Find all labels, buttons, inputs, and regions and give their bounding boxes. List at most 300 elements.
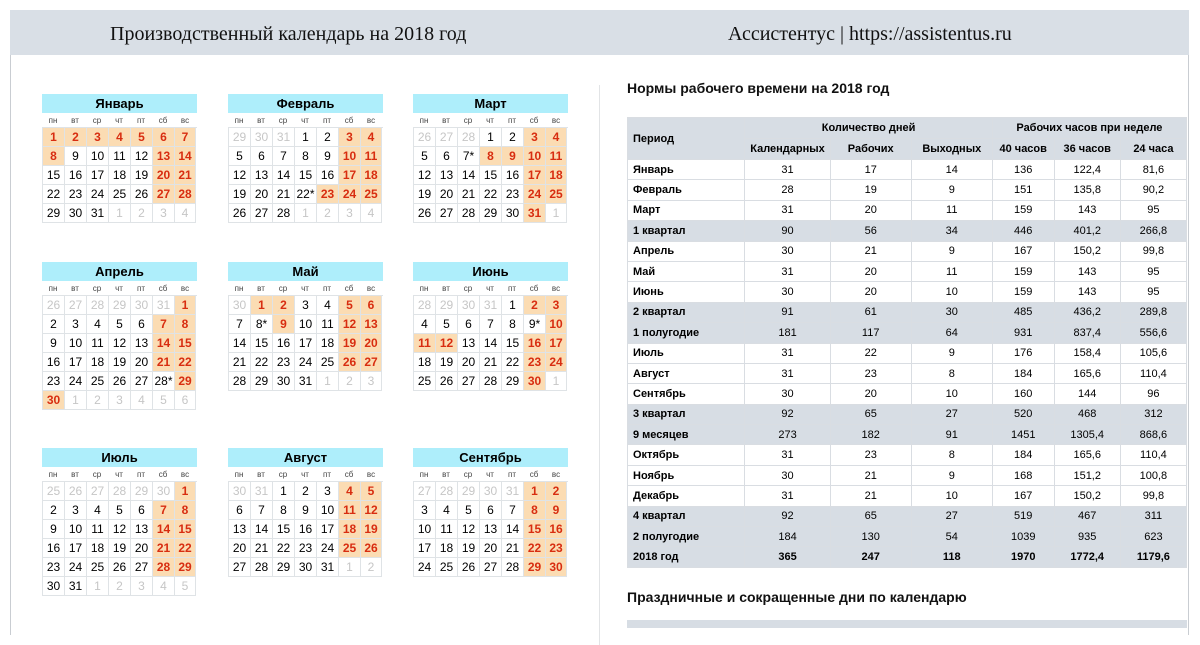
day-cell-adjacent: 30 <box>229 482 251 501</box>
day-cell: 9 <box>317 147 339 166</box>
day-cell-holiday: 11 <box>546 147 567 166</box>
weekday-label: сб <box>158 470 168 479</box>
day-cell-holiday: 28 <box>175 185 196 204</box>
day-cell: 5 <box>109 315 131 334</box>
day-cell: 18 <box>414 353 436 372</box>
value-cell: 159 <box>992 282 1054 302</box>
table-row <box>628 302 1187 322</box>
day-cell-adjacent: 1 <box>109 204 131 223</box>
day-cell-adjacent: 31 <box>251 482 273 501</box>
day-cell: 31 <box>87 204 109 223</box>
page-header <box>10 10 1189 55</box>
value-cell: 65 <box>830 404 911 424</box>
weekday-label: пн <box>48 116 58 125</box>
day-cell: 26 <box>414 204 436 223</box>
value-cell: 31 <box>745 445 830 465</box>
value-cell: 28 <box>745 180 830 200</box>
weekday-label: чт <box>301 116 309 125</box>
weekday-label: вс <box>366 116 376 125</box>
weekday-label: ср <box>92 116 102 125</box>
day-cell-adjacent: 27 <box>436 128 458 147</box>
day-cell: 23 <box>502 185 524 204</box>
value-cell: 21 <box>830 465 911 485</box>
day-cell: 15 <box>502 334 524 353</box>
day-cell: 13 <box>229 520 251 539</box>
day-cell: 27 <box>251 204 273 223</box>
table-row <box>628 506 1187 526</box>
table-row <box>628 282 1187 302</box>
day-cell: 16 <box>502 166 524 185</box>
day-cell-holiday: 10 <box>339 147 361 166</box>
weekday-row <box>42 468 197 481</box>
weekday-row <box>42 282 197 295</box>
day-cell: 8 <box>295 147 317 166</box>
day-cell-holiday: 1 <box>43 128 65 147</box>
month-name: Июль <box>42 448 197 467</box>
day-cell: 7 <box>251 501 273 520</box>
day-cell: 19 <box>458 539 480 558</box>
day-cell: 10 <box>87 147 109 166</box>
value-cell: 91 <box>911 425 992 445</box>
period-cell: 1 квартал <box>628 221 745 241</box>
value-cell: 9 <box>911 343 992 363</box>
value-cell: 20 <box>830 282 911 302</box>
value-cell: 92 <box>745 506 830 526</box>
day-cell: 20 <box>229 539 251 558</box>
day-cell-adjacent: 2 <box>317 204 339 223</box>
day-cell: 20 <box>436 185 458 204</box>
day-cell-holiday: 5 <box>339 296 361 315</box>
value-cell: 54 <box>911 527 992 547</box>
day-cell: 30 <box>43 577 65 596</box>
table-row <box>628 486 1187 506</box>
day-cell-holiday: 15 <box>524 520 546 539</box>
value-cell: 91 <box>745 302 830 322</box>
day-cell-adjacent: 5 <box>175 577 196 596</box>
value-cell: 868,6 <box>1120 425 1186 445</box>
day-cell: 4 <box>87 501 109 520</box>
value-cell: 99,8 <box>1120 486 1186 506</box>
day-cell: 18 <box>87 539 109 558</box>
day-cell-adjacent: 4 <box>361 204 382 223</box>
day-cell: 22* <box>295 185 317 204</box>
day-cell-holiday: 30 <box>43 391 65 410</box>
day-cell: 28 <box>458 204 480 223</box>
day-grid <box>228 481 383 577</box>
day-cell: 19 <box>131 166 153 185</box>
weekday-label: ср <box>278 470 288 479</box>
day-cell-holiday: 21 <box>153 539 175 558</box>
value-cell: 21 <box>830 241 911 261</box>
value-cell: 623 <box>1120 527 1186 547</box>
day-cell: 23 <box>43 558 65 577</box>
value-cell: 8 <box>911 363 992 383</box>
day-cell-adjacent: 26 <box>43 296 65 315</box>
day-cell-adjacent: 2 <box>361 558 382 577</box>
day-cell: 11 <box>436 520 458 539</box>
day-cell: 20 <box>131 539 153 558</box>
day-cell-adjacent: 5 <box>153 391 175 410</box>
day-cell: 1 <box>295 128 317 147</box>
day-cell: 24 <box>414 558 436 577</box>
value-cell: 27 <box>911 404 992 424</box>
day-cell: 5 <box>458 501 480 520</box>
norms-table <box>627 117 1187 568</box>
value-cell: 151 <box>992 180 1054 200</box>
value-cell: 168 <box>992 465 1054 485</box>
day-cell-adjacent: 30 <box>229 296 251 315</box>
value-cell: 31 <box>745 343 830 363</box>
day-cell: 18 <box>436 539 458 558</box>
month-8 <box>413 448 568 577</box>
table-row <box>628 261 1187 281</box>
day-cell-holiday: 9 <box>273 315 295 334</box>
month-name: Июнь <box>413 262 568 281</box>
month-name: Август <box>228 448 383 467</box>
day-cell: 3 <box>295 296 317 315</box>
day-cell-holiday: 30 <box>546 558 567 577</box>
period-cell: Ноябрь <box>628 465 745 485</box>
day-cell: 6 <box>436 147 458 166</box>
value-cell: 95 <box>1120 200 1186 220</box>
day-cell: 24 <box>317 539 339 558</box>
day-cell: 22 <box>251 353 273 372</box>
month-0 <box>42 94 197 223</box>
weekday-label: чт <box>486 470 494 479</box>
day-cell-adjacent: 2 <box>339 372 361 391</box>
table-row <box>628 445 1187 465</box>
value-cell: 118 <box>911 547 992 567</box>
value-cell: 11 <box>911 261 992 281</box>
weekday-label: вс <box>551 284 561 293</box>
day-cell-adjacent: 31 <box>273 128 295 147</box>
header-days: Количество дней <box>745 118 992 139</box>
value-cell: 401,2 <box>1054 221 1120 241</box>
value-cell: 31 <box>745 486 830 506</box>
day-cell: 18 <box>317 334 339 353</box>
day-cell: 12 <box>131 147 153 166</box>
value-cell: 96 <box>1120 384 1186 404</box>
period-cell: 1 полугодие <box>628 323 745 343</box>
weekday-label: пн <box>48 470 58 479</box>
weekday-label: пн <box>234 284 244 293</box>
day-cell: 2 <box>502 128 524 147</box>
day-cell-adjacent: 3 <box>131 577 153 596</box>
day-cell: 17 <box>65 353 87 372</box>
value-cell: 110,4 <box>1120 445 1186 465</box>
weekday-label: пт <box>323 284 331 293</box>
table-row <box>628 547 1187 567</box>
day-cell-adjacent: 3 <box>153 204 175 223</box>
day-cell: 29 <box>502 372 524 391</box>
day-cell: 27 <box>436 204 458 223</box>
value-cell: 90,2 <box>1120 180 1186 200</box>
day-cell: 23 <box>65 185 87 204</box>
weekday-row <box>228 114 383 127</box>
value-cell: 30 <box>745 465 830 485</box>
day-cell: 16 <box>43 353 65 372</box>
value-cell: 61 <box>830 302 911 322</box>
day-cell: 22 <box>273 539 295 558</box>
period-cell: 2 квартал <box>628 302 745 322</box>
value-cell: 23 <box>830 363 911 383</box>
day-grid <box>42 481 197 596</box>
column-divider <box>599 85 600 645</box>
day-cell: 11 <box>87 334 109 353</box>
value-cell: 556,6 <box>1120 323 1186 343</box>
day-cell-holiday: 26 <box>339 353 361 372</box>
day-cell-holiday: 20 <box>361 334 382 353</box>
value-cell: 159 <box>992 261 1054 281</box>
weekday-label: пт <box>508 116 516 125</box>
day-cell-holiday: 1 <box>524 482 546 501</box>
weekday-label: чт <box>486 116 494 125</box>
value-cell: 21 <box>830 486 911 506</box>
day-cell: 7 <box>502 501 524 520</box>
weekday-label: чт <box>115 116 123 125</box>
day-cell: 30 <box>502 204 524 223</box>
day-cell: 13 <box>458 334 480 353</box>
day-cell: 14 <box>229 334 251 353</box>
day-cell-holiday: 23 <box>524 353 546 372</box>
value-cell: 446 <box>992 221 1054 241</box>
day-cell: 14 <box>480 334 502 353</box>
day-cell: 17 <box>414 539 436 558</box>
day-cell: 23 <box>273 353 295 372</box>
day-cell: 10 <box>317 501 339 520</box>
value-cell: 436,2 <box>1054 302 1120 322</box>
day-cell: 19 <box>109 539 131 558</box>
value-cell: 485 <box>992 302 1054 322</box>
day-cell: 13 <box>131 334 153 353</box>
day-cell-holiday: 24 <box>524 185 546 204</box>
day-cell: 15 <box>251 334 273 353</box>
day-cell: 7 <box>273 147 295 166</box>
day-cell: 19 <box>414 185 436 204</box>
day-cell-adjacent: 1 <box>317 372 339 391</box>
weekday-label: вт <box>71 470 79 479</box>
day-cell: 22 <box>43 185 65 204</box>
day-cell-holiday: 11 <box>339 501 361 520</box>
month-5 <box>413 262 568 391</box>
day-cell: 30 <box>295 558 317 577</box>
day-cell-adjacent: 31 <box>153 296 175 315</box>
weekday-label: пт <box>508 284 516 293</box>
day-cell: 30 <box>65 204 87 223</box>
day-cell: 10 <box>414 520 436 539</box>
day-cell: 29 <box>273 558 295 577</box>
day-cell: 25 <box>109 185 131 204</box>
weekday-row <box>413 282 568 295</box>
day-cell-adjacent: 28 <box>109 482 131 501</box>
day-cell: 12 <box>109 334 131 353</box>
header-36h: 36 часов <box>1054 139 1120 160</box>
weekday-label: вт <box>442 116 450 125</box>
value-cell: 312 <box>1120 404 1186 424</box>
day-cell: 20 <box>251 185 273 204</box>
day-cell-holiday: 8 <box>524 501 546 520</box>
day-cell-holiday: 14 <box>175 147 196 166</box>
day-cell: 23 <box>43 372 65 391</box>
day-cell-holiday: 2 <box>273 296 295 315</box>
value-cell: 181 <box>745 323 830 343</box>
day-cell-holiday: 7 <box>153 501 175 520</box>
value-cell: 150,2 <box>1054 486 1120 506</box>
day-cell-holiday: 27 <box>153 185 175 204</box>
header-work-days: Рабочих <box>830 139 911 160</box>
weekday-label: пн <box>419 284 429 293</box>
day-cell-adjacent: 30 <box>480 482 502 501</box>
day-cell: 14 <box>251 520 273 539</box>
day-cell: 14 <box>502 520 524 539</box>
day-cell-holiday: 25 <box>339 539 361 558</box>
value-cell: 289,8 <box>1120 302 1186 322</box>
month-6 <box>42 448 197 596</box>
value-cell: 10 <box>911 486 992 506</box>
weekday-label: ср <box>92 470 102 479</box>
day-cell: 17 <box>65 539 87 558</box>
day-cell-adjacent: 1 <box>87 577 109 596</box>
day-cell: 20 <box>480 539 502 558</box>
header-hours: Рабочих часов при неделе <box>992 118 1186 139</box>
value-cell: 105,6 <box>1120 343 1186 363</box>
value-cell: 110,4 <box>1120 363 1186 383</box>
day-cell: 19 <box>109 353 131 372</box>
weekday-label: ср <box>278 116 288 125</box>
weekday-label: вт <box>442 284 450 293</box>
holidays-title: Праздничные и сокращенные дни по календарю <box>627 589 967 605</box>
day-cell-adjacent: 1 <box>546 204 567 223</box>
value-cell: 9 <box>911 465 992 485</box>
day-cell: 30 <box>273 372 295 391</box>
day-cell: 15 <box>43 166 65 185</box>
value-cell: 1179,6 <box>1120 547 1186 567</box>
value-cell: 160 <box>992 384 1054 404</box>
value-cell: 90 <box>745 221 830 241</box>
value-cell: 122,4 <box>1054 160 1120 180</box>
day-cell: 21 <box>480 353 502 372</box>
day-cell-holiday: 26 <box>361 539 382 558</box>
day-cell-adjacent: 30 <box>458 296 480 315</box>
value-cell: 95 <box>1120 261 1186 281</box>
table-row <box>628 363 1187 383</box>
day-cell: 25 <box>87 558 109 577</box>
day-cell-holiday: 21 <box>153 353 175 372</box>
day-cell-adjacent: 28 <box>87 296 109 315</box>
day-cell-holiday: 31 <box>524 204 546 223</box>
value-cell: 1772,4 <box>1054 547 1120 567</box>
day-cell: 4 <box>436 501 458 520</box>
value-cell: 30 <box>911 302 992 322</box>
day-cell-holiday: 17 <box>524 166 546 185</box>
weekday-label: пт <box>137 470 145 479</box>
value-cell: 143 <box>1054 282 1120 302</box>
period-cell: Февраль <box>628 180 745 200</box>
day-cell: 29 <box>251 372 273 391</box>
day-cell: 26 <box>458 558 480 577</box>
month-name: Май <box>228 262 383 281</box>
value-cell: 65 <box>830 506 911 526</box>
day-cell-adjacent: 4 <box>153 577 175 596</box>
day-cell-adjacent: 2 <box>131 204 153 223</box>
value-cell: 184 <box>745 527 830 547</box>
day-cell: 10 <box>65 334 87 353</box>
month-name: Апрель <box>42 262 197 281</box>
day-cell: 24 <box>295 353 317 372</box>
day-cell: 25 <box>87 372 109 391</box>
day-cell-holiday: 11 <box>361 147 382 166</box>
value-cell: 64 <box>911 323 992 343</box>
site-link[interactable]: Ассистентус | https://assistentus.ru <box>728 23 1012 45</box>
value-cell: 247 <box>830 547 911 567</box>
norms-title: Нормы рабочего времени на 2018 год <box>627 80 890 96</box>
day-cell: 9* <box>524 315 546 334</box>
day-cell-holiday: 25 <box>361 185 382 204</box>
day-cell: 16 <box>65 166 87 185</box>
day-cell-adjacent: 4 <box>131 391 153 410</box>
day-cell: 12 <box>109 520 131 539</box>
day-cell: 6 <box>251 147 273 166</box>
weekday-label: вс <box>366 470 376 479</box>
month-1 <box>228 94 383 223</box>
value-cell: 1451 <box>992 425 1054 445</box>
day-cell: 7* <box>458 147 480 166</box>
day-cell-adjacent: 6 <box>175 391 196 410</box>
value-cell: 184 <box>992 363 1054 383</box>
weekday-label: пт <box>508 470 516 479</box>
weekday-label: вт <box>442 470 450 479</box>
day-cell: 26 <box>109 372 131 391</box>
day-cell-holiday: 10 <box>524 147 546 166</box>
day-cell-holiday: 9 <box>546 501 567 520</box>
day-cell: 2 <box>317 128 339 147</box>
value-cell: 135,8 <box>1054 180 1120 200</box>
day-cell-adjacent: 1 <box>65 391 87 410</box>
day-cell: 7 <box>480 315 502 334</box>
period-cell: Апрель <box>628 241 745 261</box>
day-cell: 6 <box>458 315 480 334</box>
day-cell: 3 <box>65 315 87 334</box>
period-cell: 3 квартал <box>628 404 745 424</box>
day-cell-holiday: 19 <box>361 520 382 539</box>
value-cell: 95 <box>1120 282 1186 302</box>
day-cell-holiday: 29 <box>175 558 196 577</box>
month-4 <box>228 262 383 391</box>
period-cell: Май <box>628 261 745 281</box>
period-cell: 9 месяцев <box>628 425 745 445</box>
holidays-table-header <box>627 620 1187 628</box>
weekday-label: пт <box>137 116 145 125</box>
day-cell-adjacent: 30 <box>251 128 273 147</box>
day-cell: 29 <box>480 204 502 223</box>
day-cell-adjacent: 4 <box>175 204 196 223</box>
day-cell-holiday: 3 <box>87 128 109 147</box>
day-cell: 8 <box>273 501 295 520</box>
day-cell-holiday: 13 <box>361 315 382 334</box>
day-cell: 15 <box>295 166 317 185</box>
value-cell: 8 <box>911 445 992 465</box>
table-row <box>628 221 1187 241</box>
day-cell: 9 <box>43 520 65 539</box>
day-cell: 28 <box>273 204 295 223</box>
table-row <box>628 200 1187 220</box>
day-cell: 15 <box>480 166 502 185</box>
day-cell: 22 <box>480 185 502 204</box>
weekday-label: чт <box>301 284 309 293</box>
table-row <box>628 465 1187 485</box>
weekday-label: сб <box>344 116 354 125</box>
day-cell-holiday: 4 <box>109 128 131 147</box>
